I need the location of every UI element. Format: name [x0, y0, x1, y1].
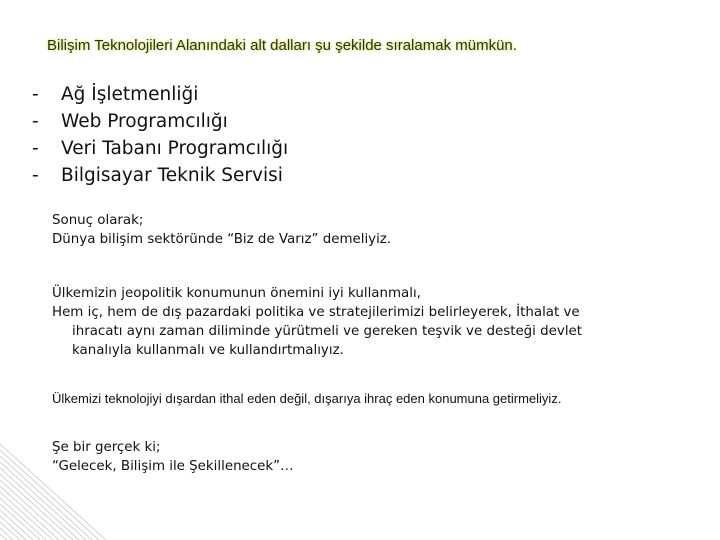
dash-bullet: - [32, 138, 39, 159]
list-item [32, 81, 288, 108]
geopolitics-line: kanalıyla kullanmalı ve kullandırtmalıyız. [72, 343, 344, 358]
geopolitics-line: Ülkemizin jeopolitik konumunun önemini iyi kullanmalı, [52, 286, 421, 301]
list-item [32, 135, 288, 162]
geopolitics-line: Hem iç, hem de dış pazardaki politika ve stratejilerimizi belirleyerek, İthalat ve [52, 305, 580, 320]
branch-label: Bilgisayar Teknik Servisi [61, 165, 283, 186]
dash-bullet: - [32, 111, 39, 132]
list-item [32, 162, 288, 189]
list-item [32, 108, 288, 135]
conclusion-line: Sonuç olarak; [52, 213, 144, 228]
conclusion-paragraph [52, 211, 391, 249]
branch-label: Web Programcılığı [61, 111, 228, 132]
quote-paragraph [52, 438, 293, 476]
geopolitics-line: ihracatı aynı zaman diliminde yürütmeli ve gereken teşvik ve desteği devlet [72, 324, 583, 339]
dash-bullet: - [32, 165, 39, 186]
slide-title: Bilişim Teknolojileri Alanındaki alt dalları şu şekilde sıralamak mümkün. [47, 37, 517, 54]
technology-paragraph: Ülkemizi teknolojiyi dışardan ithal eden değil, dışarıya ihraç eden konumuna getirmeliyiz. [52, 391, 562, 406]
quote-line: Şe bir gerçek ki; [52, 440, 161, 455]
conclusion-line: Dünya bilişim sektöründe “Biz de Varız” demeliyiz. [52, 232, 392, 247]
geopolitics-paragraph [52, 284, 582, 360]
branch-label: Veri Tabanı Programcılığı [61, 138, 289, 159]
branch-list [32, 81, 288, 189]
dash-bullet: - [32, 84, 39, 105]
quote-line: “Gelecek, Bilişim ile Şekillenecek”… [52, 459, 294, 474]
branch-label: Ağ İşletmenliği [61, 84, 199, 105]
